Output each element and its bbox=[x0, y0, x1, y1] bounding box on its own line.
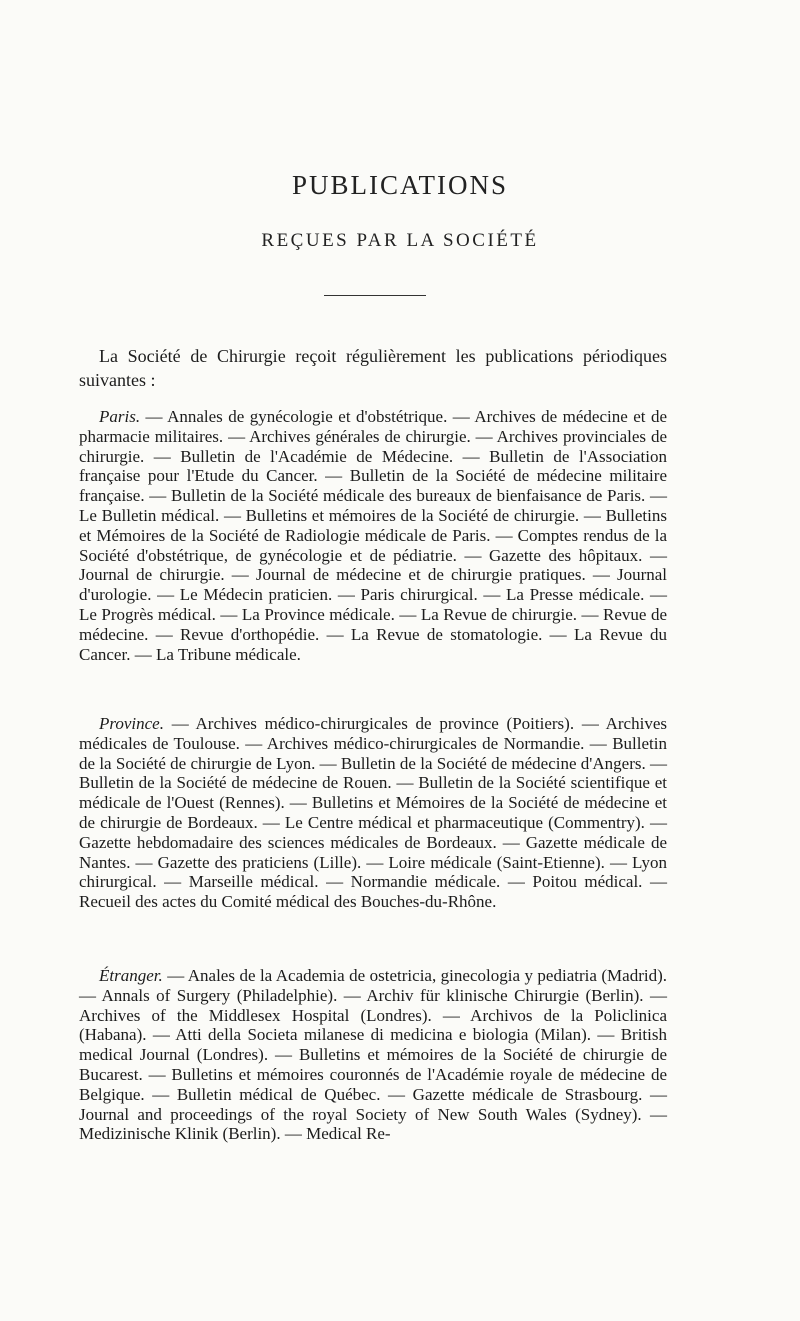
section-label-etranger: Étranger. bbox=[99, 966, 163, 985]
section-paris bbox=[79, 407, 667, 664]
section-text-province: — Archives médico-chirurgicales de province (Poitiers). — Archives médicales de Toulouse. — Archives médico-chirurgicales de Normandie. — Bulletin de la Société de chirurgie de Lyon. — Bulletin de la Société de médecine d'Angers. — Bulletin de la Société de médecine de Rouen. — Bulletin de la Société scientifique et médicale de l'Ouest (Rennes). — Bulletins et Mémoires de la Société de médecine et de chirurgie de Bordeaux. — Le Centre médical et pharmaceutique (Commentry). — Gazette hebdomadaire des sciences médicales de Bordeaux. — Gazette médicale de Nantes. — Gazette des praticiens (Lille). — Loire médicale (Saint-Etienne). — Lyon chirurgical. — Marseille médical. — Normandie médicale. — Poitou médical. — Recueil des actes du Comité médical des Bouches-du-Rhône. bbox=[79, 714, 667, 912]
title-divider bbox=[324, 295, 426, 296]
page-subtitle: REÇUES PAR LA SOCIÉTÉ bbox=[261, 230, 539, 251]
section-etranger bbox=[79, 966, 667, 1144]
section-text-paris: — Annales de gynécologie et d'obstétrique. — Archives de médecine et de pharmacie militaires. — Archives générales de chirurgie. — Archives provinciales de chirurgie. — Bulletin de l'Académie de Médecine. — Bulletin de l'Association française pour l'Etude du Cancer. — Bulletin de la Société de médecine militaire française. — Bulletin de la Société médicale des bureaux de bienfaisance de Paris. — Le Bulletin médical. — Bulletins et mémoires de la Société de chirurgie. — Bulletins et Mémoires de la Société de Radiologie médicale de Paris. — Comptes rendus de la Société d'obstétrique, de gynécologie et de pédiatrie. — Gazette des hôpitaux. — Journal de chirurgie. — Journal de médecine et de chirurgie pratiques. — Journal d'urologie. — Le Médecin praticien. — Paris chirurgical. — La Presse médicale. — Le Progrès médical. — La Province médicale. — La Revue de chirurgie. — Revue de médecine. — Revue d'orthopédie. — La Revue de stomatologie. — La Revue du Cancer. — La Tribune médicale. bbox=[79, 407, 667, 664]
section-label-paris: Paris. bbox=[99, 407, 141, 426]
section-label-province: Province. bbox=[99, 714, 164, 733]
section-text-etranger: — Anales de la Academia de ostetricia, ginecologia y pediatria (Madrid). — Annals of Surgery (Philadelphie). — Archiv für klinische Chirurgie (Berlin). — Archives of the Middlesex Hospital (Londres). — Archivos de la Policlinica (Habana). — Atti della Societa milanese di medicina e biologia (Milan). — British medical Journal (Londres). — Bulletins et mémoires de la Société de chirurgie de Bucarest. — Bulletins et mémoires couronnés de l'Académie royale de médecine de Belgique. — Bulletin médical de Québec. — Gazette médicale de Strasbourg. — Journal and proceedings of the royal Society of New South Wales (Sydney). — Medizinische Klinik (Berlin). — Medical Re- bbox=[79, 966, 667, 1144]
intro-paragraph: La Société de Chirurgie reçoit régulièrement les publications périodiques suivantes : bbox=[79, 346, 667, 390]
section-province bbox=[79, 714, 667, 912]
page-title: PUBLICATIONS bbox=[291, 170, 509, 200]
